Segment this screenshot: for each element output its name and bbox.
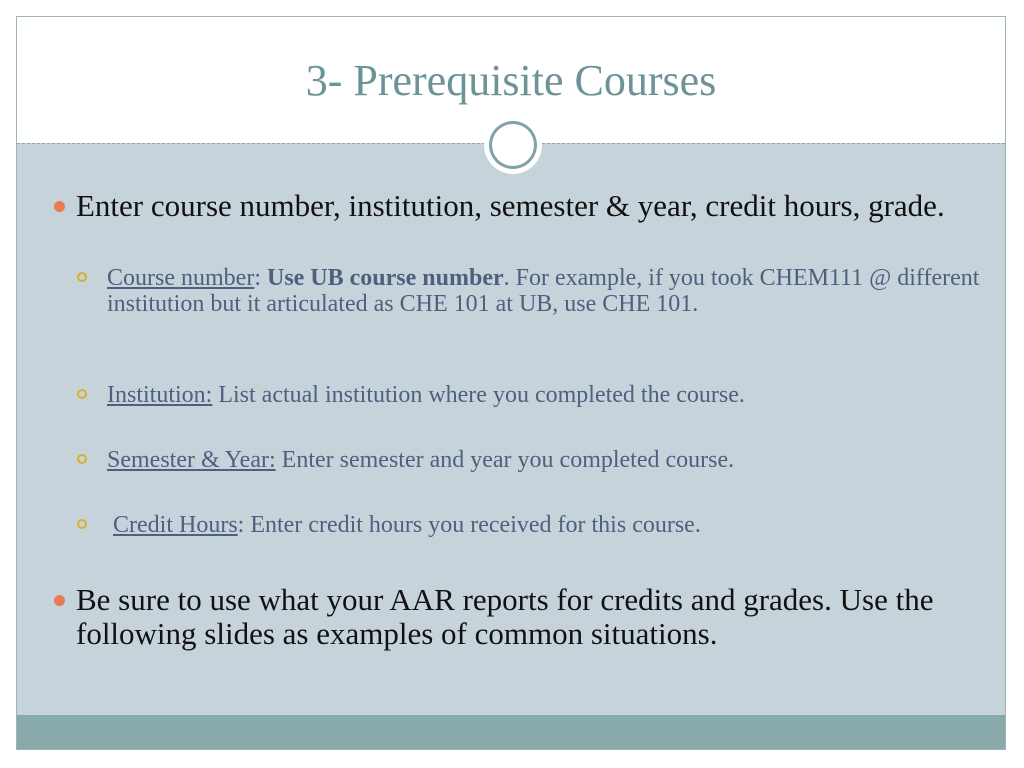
footer-band [17, 715, 1005, 749]
hollow-circle-bullet-icon [77, 389, 87, 399]
bullet-text: Be sure to use what your AAR reports for credits and grades. Use the following slides as examples of common situations. [76, 582, 934, 651]
sub-bullet-label: Credit Hours [113, 512, 238, 538]
sub-bullet-label: Course number [107, 265, 255, 291]
ring-icon-center [492, 124, 534, 166]
dot-bullet-icon [54, 201, 65, 212]
bullet-item [76, 189, 986, 223]
hollow-circle-bullet-icon [77, 272, 87, 282]
dot-bullet-icon [54, 595, 65, 606]
sub-bullet-text: : Enter credit hours you received for this course. [237, 512, 701, 538]
hollow-circle-bullet-icon [77, 454, 87, 464]
sub-bullet-label: Institution: [107, 382, 213, 408]
bullet-text: Enter course number, institution, semester & year, credit hours, grade. [76, 188, 945, 223]
sub-bullet-text: . For example, if you took CHEM111 @ different institution but it articulated as CHE 101 at UB, use CHE 101. [107, 265, 980, 317]
sub-bullet-label: Semester & Year: [107, 447, 276, 473]
bullet-item [76, 583, 986, 651]
hollow-circle-bullet-icon [77, 519, 87, 529]
sub-bullet-text: Enter semester and year you completed course. [275, 447, 735, 473]
sub-bullet-item [107, 382, 987, 408]
sub-bullet-item [107, 447, 987, 473]
sub-bullet-item [107, 512, 987, 538]
slide-title: 3- Prerequisite Courses [305, 56, 717, 105]
sub-bullet-bold-text: Use UB course number [266, 265, 504, 291]
slide [16, 16, 1006, 750]
sub-bullet-item [107, 265, 987, 317]
sub-bullet-text: List actual institution where you completed the course. [212, 382, 745, 408]
sub-bullet-colon: : [254, 265, 267, 291]
